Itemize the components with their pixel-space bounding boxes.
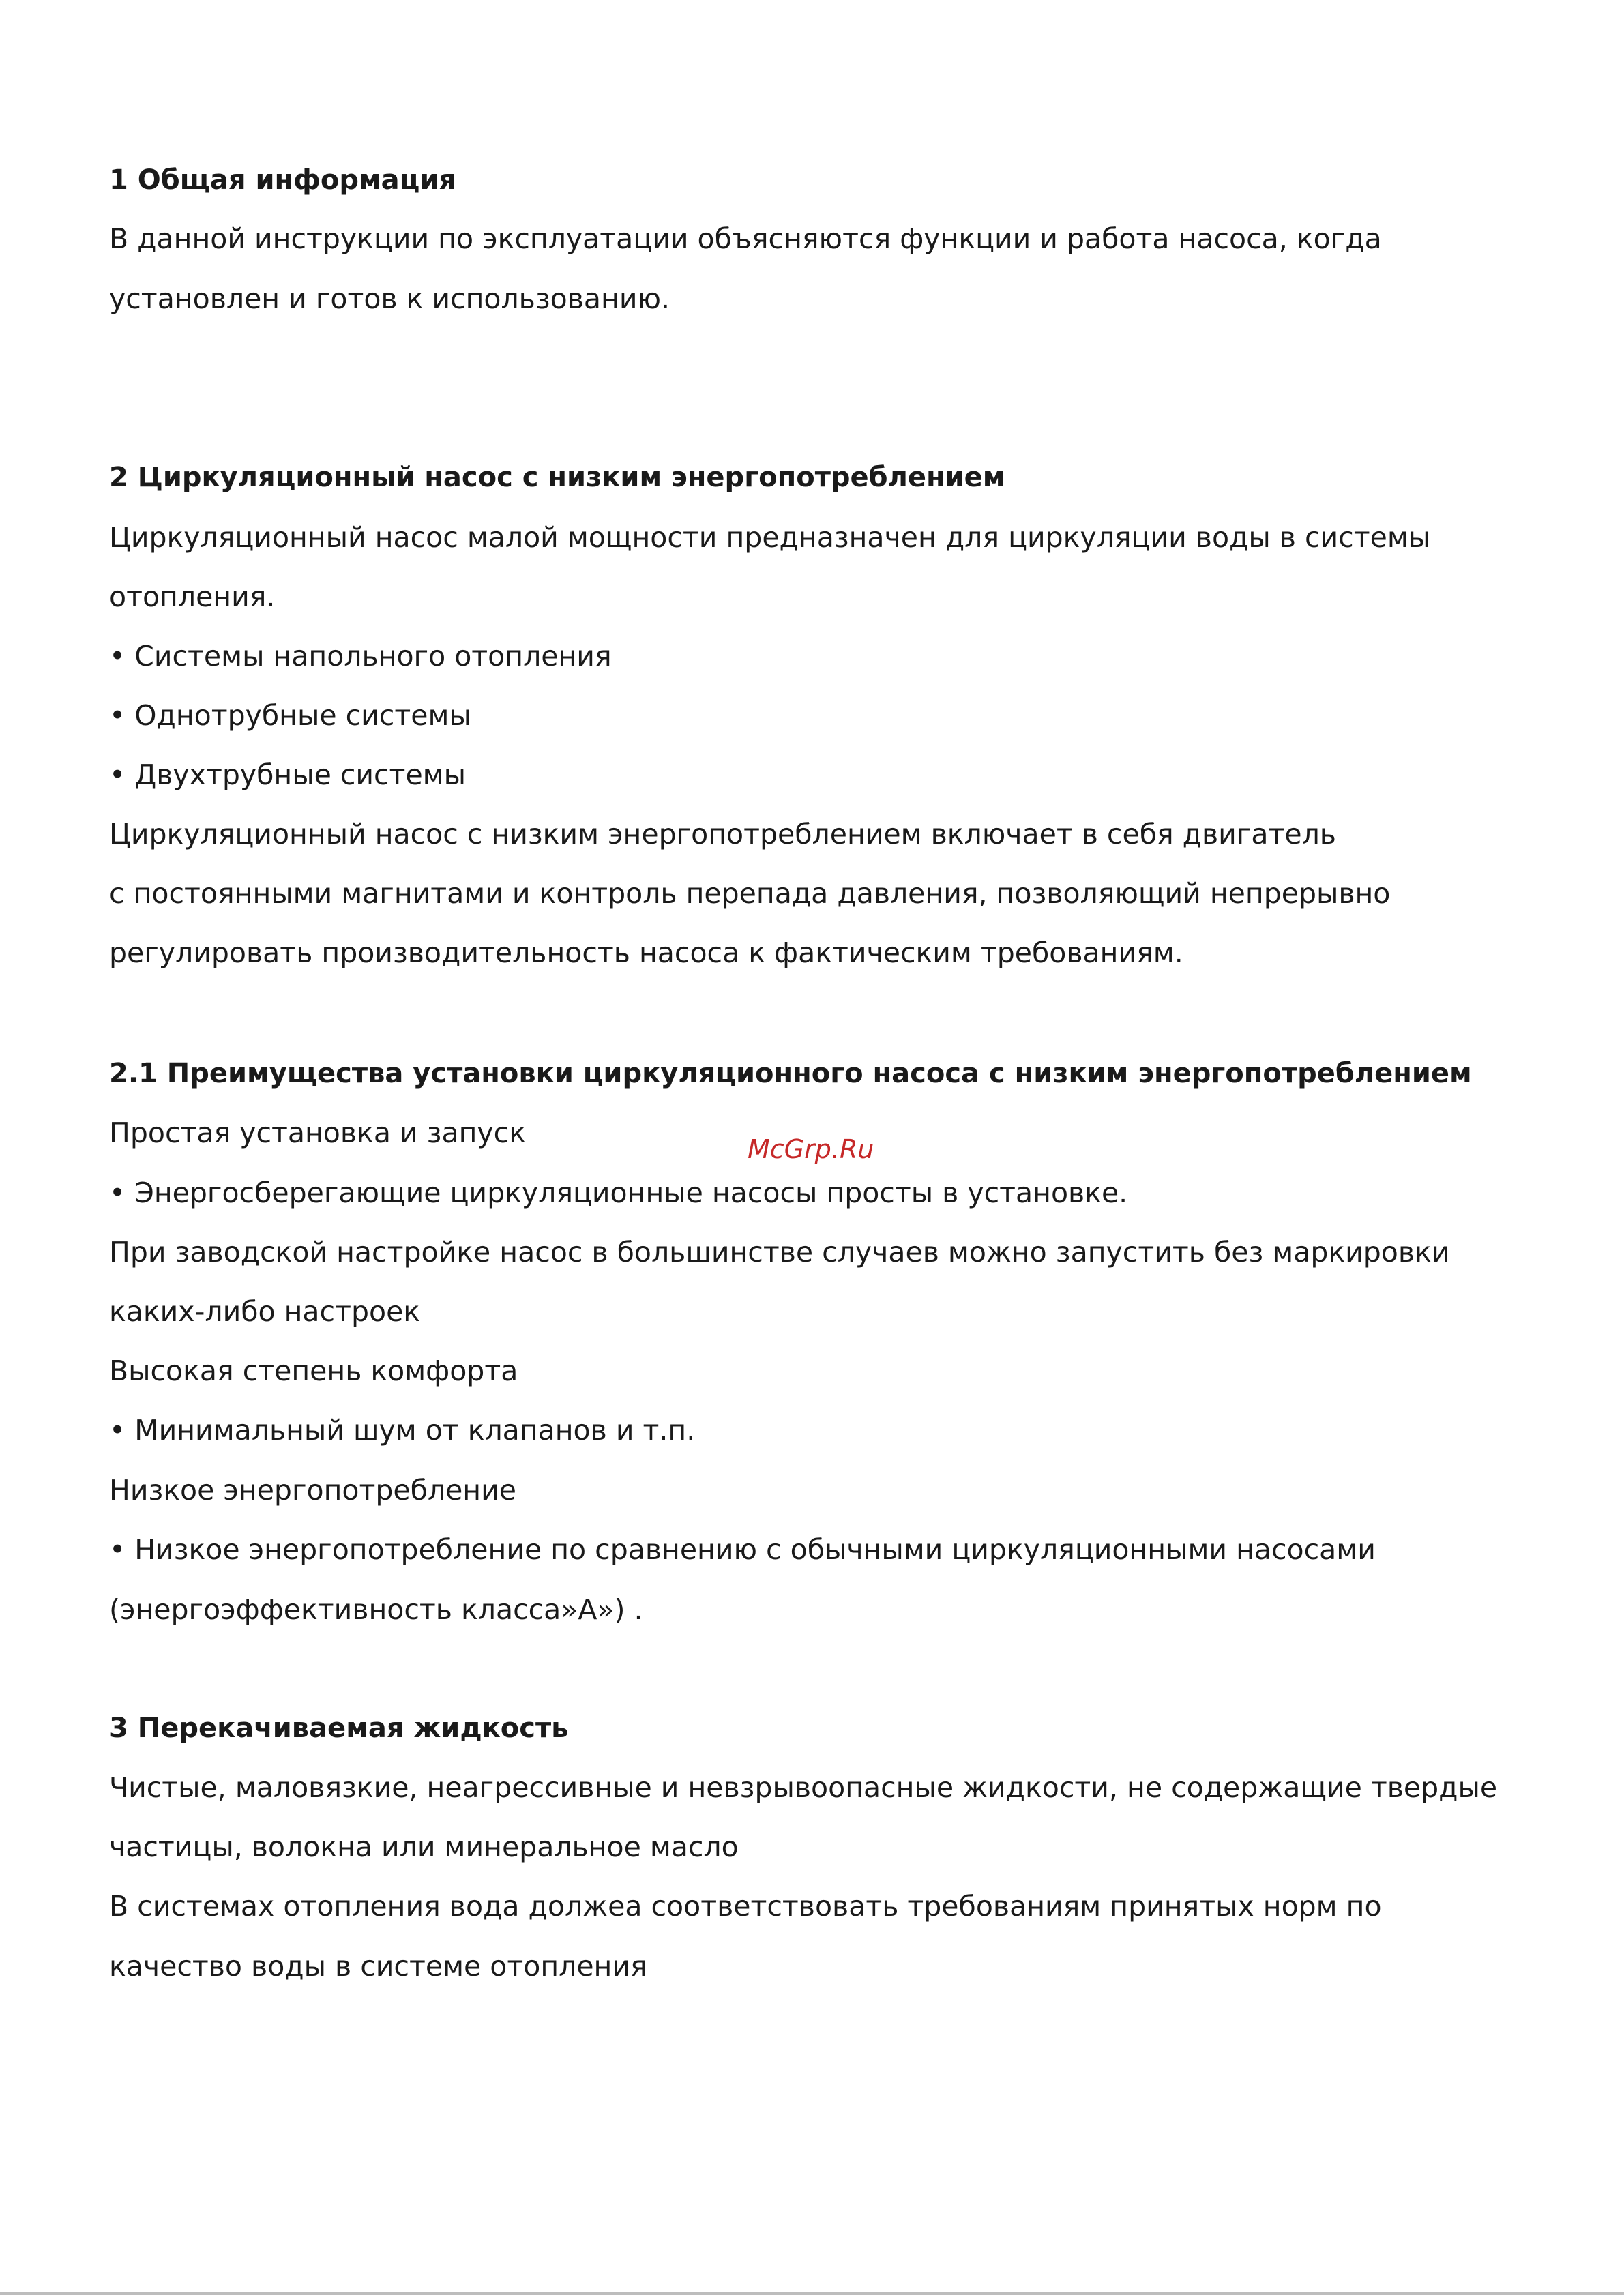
page-bottom-divider — [0, 2292, 1624, 2295]
section-3-line: частицы, волокна или минеральное масло — [109, 1831, 739, 1863]
section-3-line: качество воды в системе отопления — [109, 1950, 647, 1983]
section-2-line: Циркуляционный насос малой мощности предназначен для циркуляции воды в системы — [109, 521, 1431, 554]
section-2-1-line: (энергоэффективность класса»А») . — [109, 1593, 643, 1626]
section-3-heading: 3 Перекачиваемая жидкость — [109, 1713, 569, 1744]
section-2-line: с постоянными магнитами и контроль перепада давления, позволяющий непрерывно — [109, 877, 1391, 910]
section-2-1-subheading: Простая установка и запуск — [109, 1116, 526, 1149]
section-3-line: В системах отопления вода должеа соответствовать требованиям принятых норм по — [109, 1890, 1382, 1923]
section-2-list-item: • Однотрубные системы — [109, 699, 471, 732]
section-1-line: В данной инструкции по эксплуатации объясняются функции и работа насоса, когда — [109, 222, 1382, 255]
section-2-1-line: каких-либо настроек — [109, 1295, 421, 1328]
section-2-1-list-item: • Минимальный шум от клапанов и т.п. — [109, 1414, 696, 1447]
section-2-heading: 2 Циркуляционный насос с низким энергопотреблением — [109, 462, 1005, 493]
section-2-1-list-item: • Низкое энергопотребление по сравнению с обычными циркуляционными насосами — [109, 1533, 1376, 1566]
section-1-heading: 1 Общая информация — [109, 164, 457, 196]
section-2-1-subheading: Высокая степень комфорта — [109, 1354, 518, 1387]
section-2-list-item: • Двухтрубные системы — [109, 758, 466, 791]
section-2-line: Циркуляционный насос с низким энергопотреблением включает в себя двигатель — [109, 818, 1336, 850]
watermark: McGrp.Ru — [748, 1134, 874, 1164]
section-2-1-list-item: • Энергосберегающие циркуляционные насосы просты в установке. — [109, 1176, 1128, 1209]
section-2-1-heading: 2.1 Преимущества установки циркуляционного насоса с низким энергопотреблением — [109, 1058, 1472, 1089]
section-3-line: Чистые, маловязкие, неагрессивные и невзрывоопасные жидкости, не содержащие твердые — [109, 1771, 1498, 1804]
section-2-line: регулировать производительность насоса к фактическим требованиям. — [109, 936, 1183, 969]
section-2-1-line: При заводской настройке насос в большинстве случаев можно запустить без маркировки — [109, 1236, 1450, 1269]
section-2-1-subheading: Низкое энергопотребление — [109, 1474, 516, 1507]
section-1-line: установлен и готов к использованию. — [109, 282, 670, 315]
section-2-line: отопления. — [109, 580, 276, 613]
section-2-list-item: • Системы напольного отопления — [109, 640, 612, 672]
